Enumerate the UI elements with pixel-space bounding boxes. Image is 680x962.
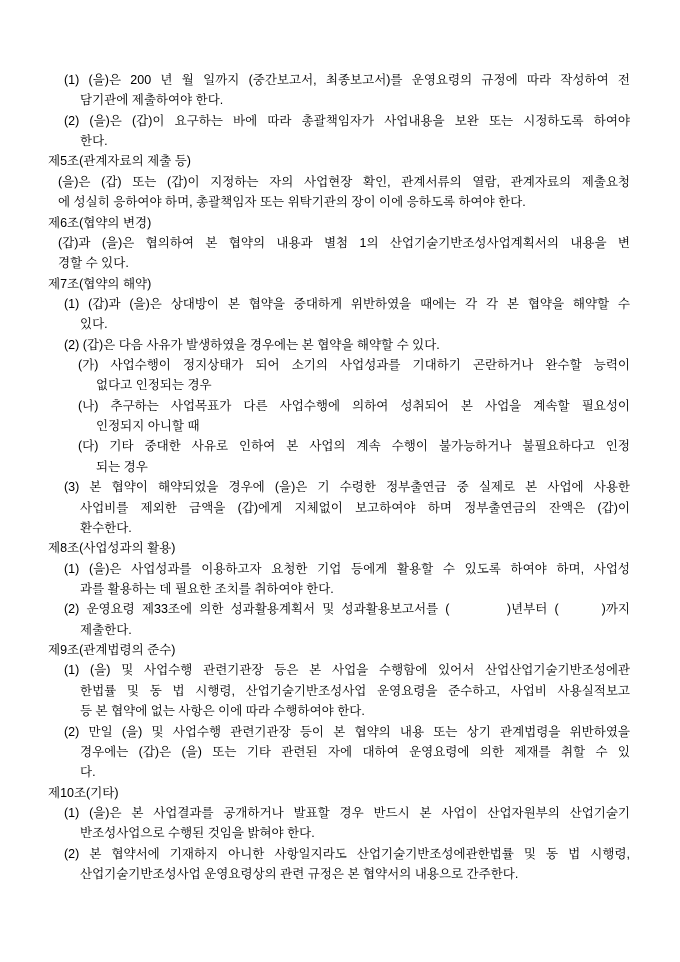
- numbered-item: [0, 335, 680, 355]
- lettered-subitem: [0, 396, 680, 437]
- text-line: (갑)과 (을)은 협의하여 본 협약의 내용과 별첨 1의 산업기술기반조성사업계획서의 내용을 변: [58, 235, 630, 250]
- text-line: 등 본 협약에 없는 사항은 이에 따라 수행하여야 한다.: [80, 704, 365, 719]
- text-line: (을)은 (갑) 또는 (갑)이 지정하는 자의 사업현장 확인, 관계서류의 열람, 관계자료의 제출요청: [58, 174, 630, 189]
- text-line: (나) 추구하는 사업목표가 다른 사업수행에 의하여 성취되어 본 사업을 계속할 필요성이: [78, 398, 630, 413]
- text-line: (1) (을)은 본 사업결과를 공개하거나 발표할 경우 반드시 본 사업이 산업자원부의 산업기술기: [64, 805, 630, 820]
- article-heading: [0, 274, 680, 294]
- text-line: 담기관에 제출하여야 한다.: [80, 93, 224, 108]
- article-heading: [0, 151, 680, 171]
- text-line: 있다.: [80, 317, 108, 332]
- text-line: 인정되지 아니할 때: [96, 419, 200, 434]
- text-line: (1) (을) 및 사업수행 관련기관장 등은 본 사업을 수행함에 있어서 산업산업기술기반조성에관: [64, 663, 630, 678]
- numbered-item: [0, 722, 680, 783]
- text-line: 산업기술기반조성사업 운영요령상의 관련 규정은 본 협약서의 내용으로 간주한다.: [80, 867, 519, 882]
- text-line: 제출한다.: [80, 622, 132, 637]
- text-line: 에 성실히 응하여야 하며, 총괄책임자 또는 위탁기관의 장이 이에 응하도록 하여야 한다.: [58, 195, 526, 210]
- numbered-item: [0, 70, 680, 111]
- text-line: 제6조(협약의 변경): [48, 215, 152, 230]
- text-line: (2) 운영요령 제33조에 의한 성과활용계획서 및 성과활용보고서를 ( )년부터 ( )까지: [64, 602, 630, 617]
- text-line: 제10조(기타): [48, 785, 119, 800]
- numbered-item: [0, 111, 680, 152]
- text-line: (3) 본 협약이 해약되었을 경우에 (을)은 기 수령한 정부출연금 중 실제로 본 사업에 사용한: [64, 480, 630, 495]
- text-line: 제5조(관계자료의 제출 등): [48, 154, 191, 169]
- text-line: 경할 수 있다.: [58, 256, 129, 271]
- text-line: (2) 본 협약서에 기재하지 아니한 사항일지라도 산업기술기반조성에관한법률 및 동 법 시행령,: [64, 846, 630, 861]
- article-heading: [0, 213, 680, 233]
- text-line: 경우에는 (갑)은 (을) 또는 기타 관련된 자에 대하여 운영요령에 의한 제재를 취할 수 있: [80, 744, 630, 759]
- text-line: 사업비를 제외한 금액을 (갑)에게 지체없이 보고하여야 하며 정부출연금의 잔액은 (갑)이: [80, 500, 630, 515]
- numbered-item: [0, 477, 680, 538]
- text-line: (다) 기타 중대한 사유로 인하여 본 사업의 계속 수행이 불가능하거나 불필요하다고 인정: [78, 439, 630, 454]
- numbered-item: [0, 844, 680, 885]
- text-line: 한법률 및 동 법 시행령, 산업기술기반조성사업 운영요령을 준수하고, 사업비 사용실적보고: [80, 683, 630, 698]
- text-line: (2) (갑)은 다음 사유가 발생하였을 경우에는 본 협약을 해약할 수 있다.: [64, 337, 440, 352]
- text-line: 한다.: [80, 134, 108, 149]
- text-line: (1) (갑)과 (을)은 상대방이 본 협약을 중대하게 위반하였을 때에는 각 각 본 협약을 해약할 수: [64, 296, 630, 311]
- text-line: 환수한다.: [80, 520, 132, 535]
- article-heading: [0, 783, 680, 803]
- text-line: (2) (을)은 (갑)이 요구하는 바에 따라 총괄책임자가 사업내용을 보완 또는 시정하도록 하여야: [64, 113, 630, 128]
- numbered-item: [0, 660, 680, 721]
- text-line: 제7조(협약의 해약): [48, 276, 152, 291]
- text-line: 과를 활용하는 데 필요한 조치를 취하여야 한다.: [80, 581, 334, 596]
- numbered-item: [0, 559, 680, 600]
- lettered-subitem: [0, 355, 680, 396]
- text-line: (1) (을)은 사업성과를 이용하고자 요청한 기업 등에게 활용할 수 있도록 하여야 하며, 사업성: [64, 561, 630, 576]
- text-line: (2) 만일 (을) 및 사업수행 관련기관장 등이 본 협약의 내용 또는 상기 관계법령을 위반하였을: [64, 724, 630, 739]
- article-heading: [0, 640, 680, 660]
- lettered-subitem: [0, 436, 680, 477]
- numbered-item: [0, 599, 680, 640]
- article-body: [0, 172, 680, 213]
- article-heading: [0, 538, 680, 558]
- text-line: 제8조(사업성과의 활용): [48, 541, 176, 556]
- text-line: (1) (을)은 200 년 월 일까지 (중간보고서, 최종보고서)를 운영요령의 규정에 따라 작성하여 전: [64, 73, 630, 87]
- text-line: (가) 사업수행이 정지상태가 되어 소기의 사업성과를 기대하기 곤란하거나 완수할 능력이: [78, 358, 630, 373]
- text-line: 없다고 인정되는 경우: [96, 378, 212, 393]
- text-line: 다.: [80, 765, 96, 780]
- article-body: [0, 233, 680, 274]
- numbered-item: [0, 803, 680, 844]
- text-line: 되는 경우: [96, 459, 148, 474]
- text-line: 반조성사업으로 수행된 것임을 밝혀야 한다.: [80, 826, 315, 841]
- numbered-item: [0, 294, 680, 335]
- document-body: [0, 70, 680, 884]
- text-line: 제9조(관계법령의 준수): [48, 643, 176, 658]
